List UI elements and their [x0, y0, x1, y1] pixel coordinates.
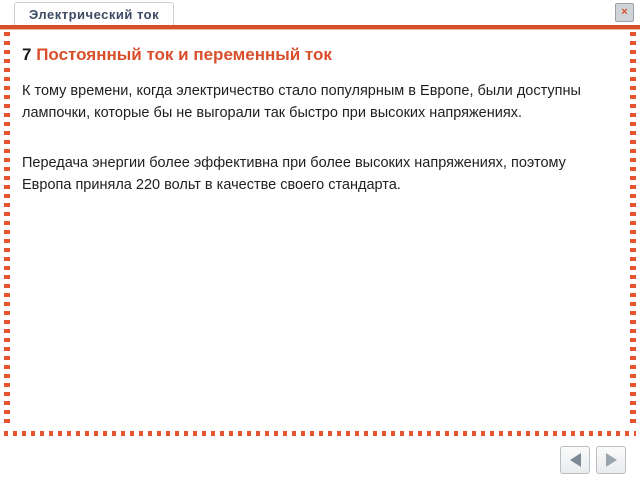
header-title: Электрический ток [29, 6, 160, 22]
close-icon: × [621, 6, 628, 18]
triangle-left-icon [570, 453, 581, 467]
header-accent-rule-thin [0, 29, 640, 30]
slide-header [0, 0, 640, 30]
next-slide-button[interactable] [596, 446, 626, 474]
body-paragraph-2: Передача энергии более эффективна при более высоких напряжениях, поэтому Европа приняла 220 вольт в качестве своего стандарта. [22, 155, 566, 193]
decorative-dotted-border-left [4, 32, 10, 428]
decorative-dotted-border-right [630, 32, 636, 428]
body-paragraph-1: К тому времени, когда электричество стало популярным в Европе, были доступны лампочки, которые бы не выгорали так быстро при высоких напряжениях. [22, 83, 581, 121]
previous-slide-button[interactable] [560, 446, 590, 474]
triangle-right-icon [606, 453, 617, 467]
slide-footer [0, 436, 640, 480]
slide-navigation [560, 446, 626, 474]
page-title [22, 44, 622, 66]
header-tab [14, 2, 174, 25]
slide-number: 7 [22, 45, 32, 64]
slide-title-text: Постоянный ток и переменный ток [36, 45, 332, 64]
paragraph-spacer [22, 144, 622, 152]
slide-content [22, 44, 622, 196]
close-button[interactable] [615, 3, 634, 22]
